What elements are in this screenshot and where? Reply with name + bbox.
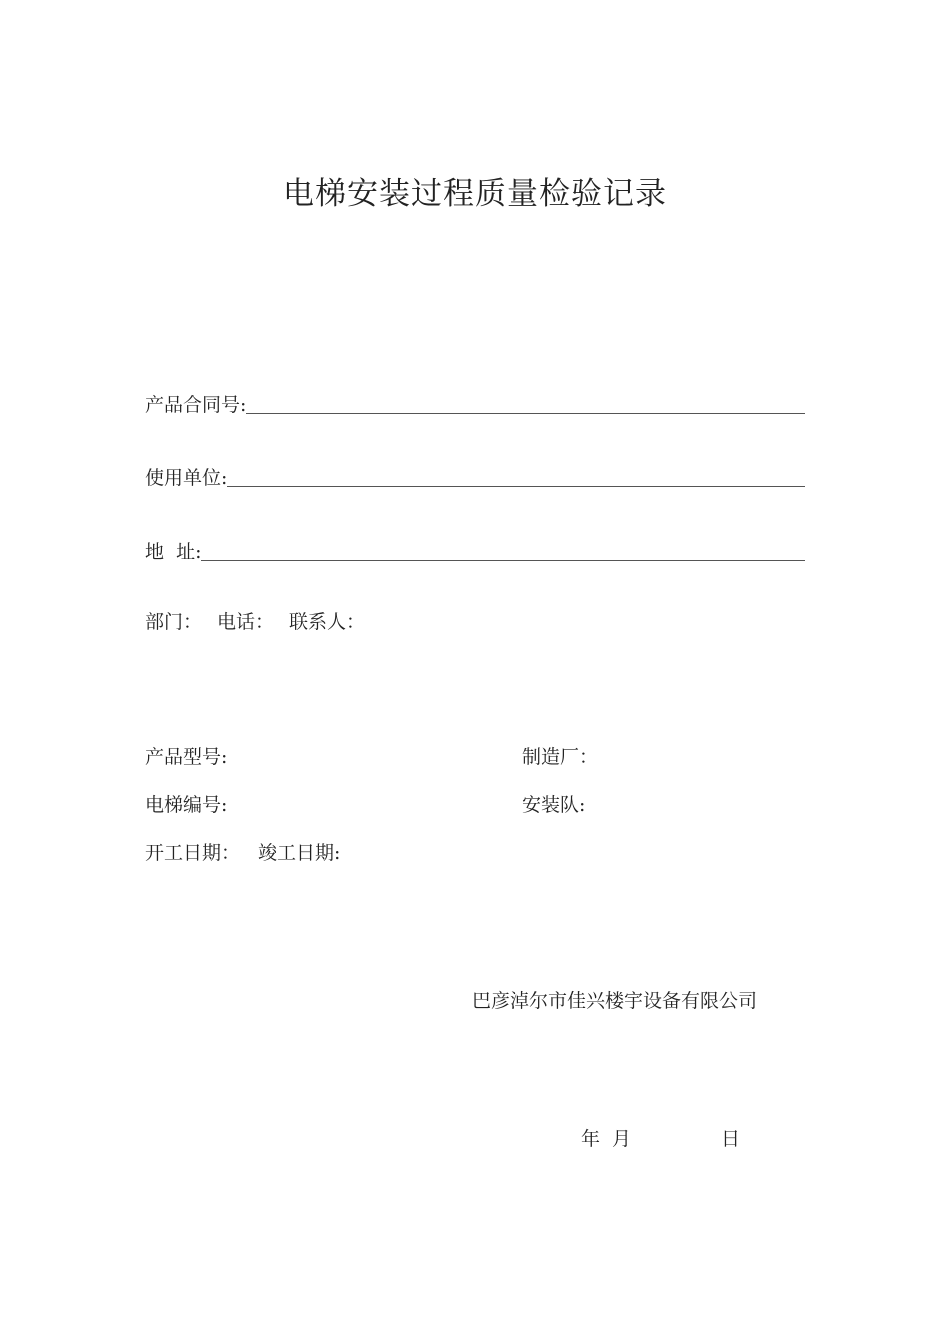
user-unit-label: 使用单位:	[145, 467, 228, 489]
contact-label: 联系人：	[289, 611, 366, 633]
company-name: 巴彦淖尔市佳兴楼宇设备有限公司	[472, 990, 758, 1012]
department-label: 部门：	[145, 611, 203, 633]
address-label: 地 址:	[145, 541, 202, 563]
elevator-number-label: 电梯编号:	[145, 794, 228, 816]
document-title: 电梯安装过程质量检验记录	[283, 176, 667, 212]
address-blank	[201, 560, 805, 561]
user-unit-field	[145, 461, 805, 491]
year-label: 年	[581, 1128, 601, 1150]
start-date-label: 开工日期：	[145, 842, 241, 864]
contract-number-label: 产品合同号:	[145, 394, 247, 416]
user-unit-blank	[227, 486, 805, 487]
address-field	[145, 535, 805, 565]
product-model-label: 产品型号:	[145, 746, 228, 768]
phone-label: 电话：	[217, 611, 275, 633]
finish-date-label: 竣工日期:	[258, 842, 341, 864]
contract-number-blank	[246, 413, 805, 414]
day-label: 日	[721, 1128, 741, 1150]
contract-number-field	[145, 388, 805, 418]
month-label: 月	[612, 1128, 632, 1150]
manufacturer-label: 制造厂：	[522, 746, 599, 768]
install-team-label: 安装队:	[522, 794, 586, 816]
